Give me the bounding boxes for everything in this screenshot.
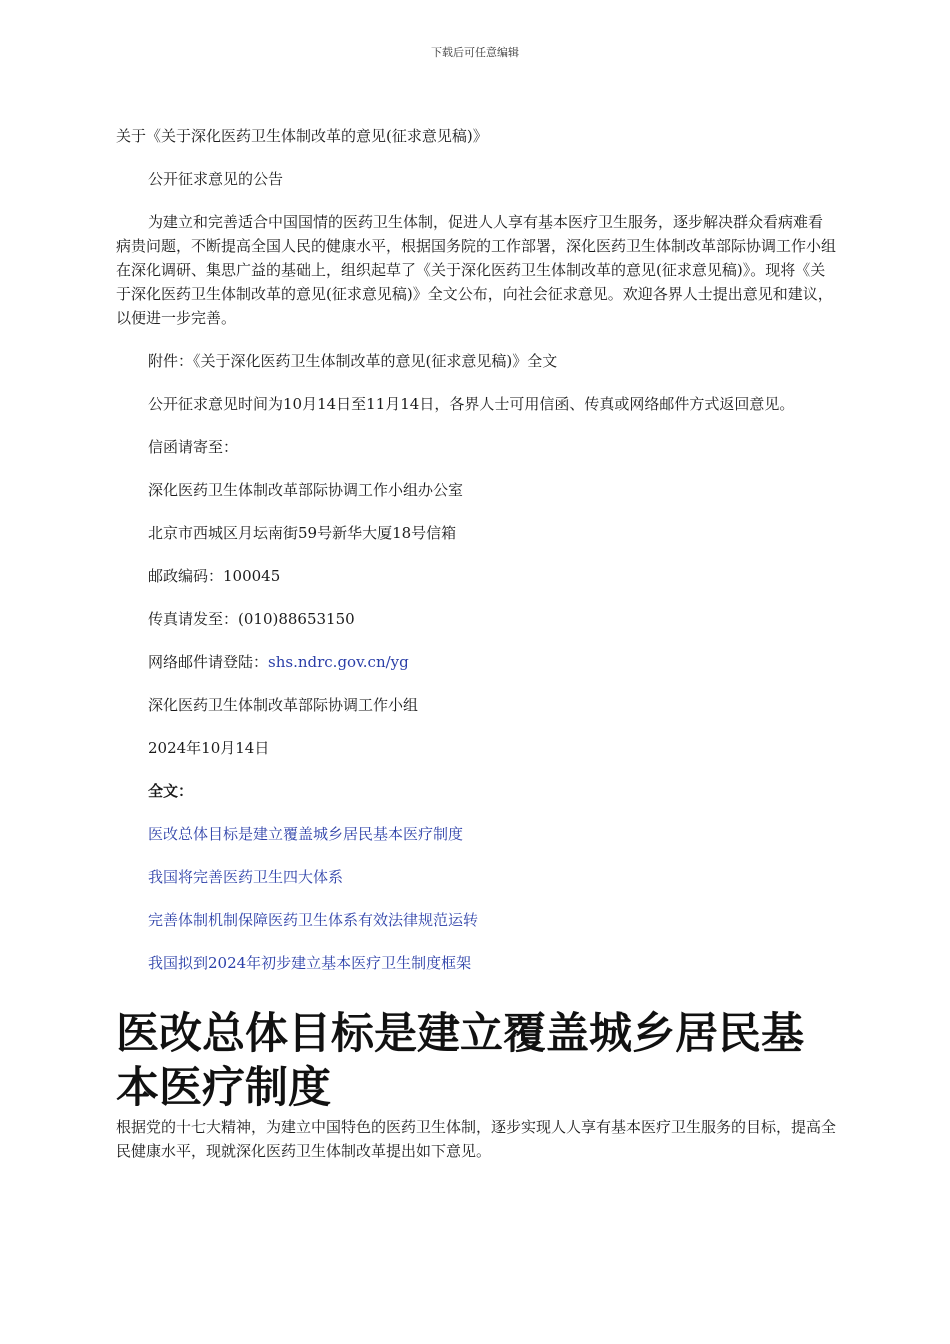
- web-label: 网络邮件请登陆：: [148, 653, 269, 671]
- fulltext-label: 全文：: [148, 782, 194, 800]
- announcement-title-line2: 公开征求意见的公告: [148, 170, 284, 188]
- fulltext-link-3[interactable]: 完善体制机制保障医药卫生体系有效法律规范运转: [148, 911, 479, 929]
- announcement-title-line1: 关于《关于深化医药卫生体制改革的意见(征求意见稿)》: [116, 127, 488, 145]
- office-line: 深化医药卫生体制改革部际协调工作小组办公室: [148, 481, 464, 499]
- attachment-line: 附件：《关于深化医药卫生体制改革的意见(征求意见稿)》全文: [148, 352, 558, 370]
- fulltext-link-4[interactable]: 我国拟到2024年初步建立基本医疗卫生制度框架: [148, 954, 472, 972]
- section-body: 根据党的十七大精神，为建立中国特色的医药卫生体制，逐步实现人人享有基本医疗卫生服务的目标，提高全民健康水平，现就深化医药卫生体制改革提出如下意见。: [116, 1118, 837, 1160]
- document-body: [116, 124, 836, 1163]
- address-line: 北京市西城区月坛南街59号新华大厦18号信箱: [148, 524, 457, 542]
- postcode-line: 邮政编码：100045: [148, 567, 281, 585]
- section-title: 医改总体目标是建立覆盖城乡居民基本医疗制度: [116, 1009, 804, 1113]
- date-line: 2024年10月14日: [148, 739, 270, 757]
- intro-paragraph: 为建立和完善适合中国国情的医药卫生体制，促进人人享有基本医疗卫生服务，逐步解决群众看病难看病贵问题，不断提高全国人民的健康水平，根据国务院的工作部署，深化医药卫生体制改革部际协调工作小组在深化调研、集思广益的基础上，组织起草了《关于深化医药卫生体制改革的意见(征求意见稿)》。现将《关于深化医药卫生体制改革的意见(征求意见稿)》全文公布，向社会征求意见。欢迎各界人士提出意见和建议，以便进一步完善。: [116, 213, 837, 327]
- period-paragraph: 公开征求意见时间为10月14日至11月14日，各界人士可用信函、传真或网络邮件方式返回意见。: [148, 395, 795, 413]
- signer-line: 深化医药卫生体制改革部际协调工作小组: [148, 696, 419, 714]
- fax-line: 传真请发至：(010)88653150: [148, 610, 355, 628]
- fulltext-link-2[interactable]: 我国将完善医药卫生四大体系: [148, 868, 344, 886]
- fulltext-link-1[interactable]: 医改总体目标是建立覆盖城乡居民基本医疗制度: [148, 825, 464, 843]
- web-line: [116, 650, 836, 674]
- page-header-note: 下载后可任意编辑: [431, 46, 519, 59]
- mail-to-line: 信函请寄至：: [148, 438, 239, 456]
- web-link[interactable]: shs.ndrc.gov.cn/yg: [268, 653, 409, 671]
